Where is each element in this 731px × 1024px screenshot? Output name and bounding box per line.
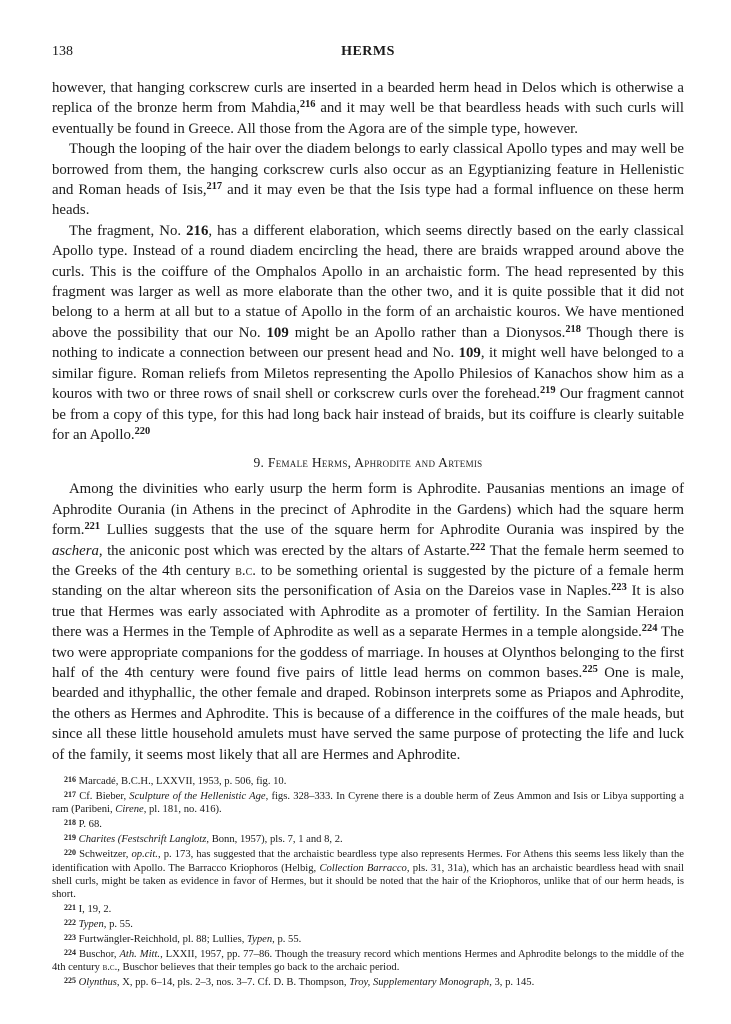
footnote-text: Cf. Bieber, — [79, 791, 130, 803]
footnote-italic: Troy, Supplementary Monograph — [349, 977, 490, 989]
text-run: That the female herm seemed to the Greeks of the 4th century — [52, 542, 684, 579]
footnote-italic: Sculpture of the Hellenistic Age — [129, 791, 266, 803]
italic-term: aschera — [52, 542, 99, 559]
footnote — [52, 916, 684, 931]
text-run: and it may even be that the Isis type had a formal influence on these herm heads. — [52, 182, 684, 219]
footnote-text: , p. 55. — [103, 918, 133, 930]
footnote-ref[interactable]: 222 — [469, 541, 486, 553]
footnote-number: 217 — [64, 790, 76, 800]
footnote-italic: Typen — [78, 918, 104, 930]
paragraph — [52, 221, 684, 445]
footnote-ref[interactable]: 225 — [582, 663, 598, 675]
footnote-number: 219 — [64, 833, 76, 843]
footnote-number: 224 — [64, 948, 76, 958]
paragraph — [52, 479, 684, 765]
footnote-text: Schweitzer, — [79, 849, 132, 861]
footnote-text: , p. 173, has suggested that the archaistic beardless type also represents Hermes. For Athens this seems less likely than the identification with Apollo. The Barracco Kriophoros (Helbig, — [52, 849, 684, 874]
era-abbrev: b.c. — [102, 962, 118, 974]
page-header — [52, 44, 684, 66]
footnote-italic: Cirene — [115, 804, 144, 816]
footnote — [52, 974, 684, 989]
footnote-italic: op.cit. — [131, 849, 158, 861]
footnote-ref[interactable]: 219 — [539, 385, 556, 397]
footnote-text: Buschor, — [78, 949, 120, 961]
section-heading: 9. Female Herms, Aphrodite and Artemis — [253, 455, 483, 471]
text-run: , the aniconic post which was erected by the altars of Astarte. — [98, 542, 470, 559]
running-title: HERMS — [341, 44, 395, 59]
footnote-ref[interactable]: 221 — [84, 521, 101, 533]
footnote-italic: Olynthus — [78, 977, 117, 989]
text-run: might be an Apollo rather than a Dionysos. — [288, 324, 566, 341]
text-run: Though the looping of the hair over the diadem belongs to early classical Apollo types and may well be borrowed from them, the hanging corkscrew curls also occur as an Egyptianizing feature in Hellenistic and Roman heads of Isis, — [52, 141, 684, 199]
footnote — [52, 831, 684, 846]
footnote-number: 222 — [64, 917, 76, 927]
footnote — [52, 773, 684, 788]
footnote-italic: Ath. Mitt. — [119, 949, 161, 961]
era-abbrev: b.c. — [235, 562, 256, 579]
footnote-ref[interactable]: 216 — [299, 99, 316, 111]
footnote-text: , LXXII, 1957, pp. 77–86. Though the treasury record which mentions Hermes and Aphrodite belongs to the middle of the 4th century — [52, 949, 684, 974]
footnote-number: 223 — [64, 933, 76, 943]
footnote-ref[interactable]: 220 — [134, 425, 151, 437]
footnote-ref[interactable]: 218 — [565, 323, 581, 335]
footnote — [52, 946, 684, 974]
footnote-text: Furtwängler-Reichhold, pl. 88; Lullies, — [78, 934, 248, 946]
footnote-italic: Typen — [247, 934, 273, 946]
footnotes — [52, 773, 684, 989]
footnote-text: , pl. 181, no. 416). — [143, 804, 222, 816]
footnote-ref[interactable]: 217 — [206, 181, 223, 193]
footnote-text: Marcadé, B.C.H., LXXVII, 1953, p. 506, fig. 10. — [78, 776, 287, 787]
text-run: It is also true that Hermes was early associated with Aphrodite as a promoter of fertility. In the Samian Heraion there was a Hermes in the Temple of Aphrodite as well as a separate Hermes in a temple alongside. — [52, 583, 684, 641]
text-run: The two were appropriate companions for the goddess of marriage. In houses at Olynthos belonging to the first half of the 4th century were found five pairs of little lead herms on common bases. — [52, 624, 685, 681]
footnote-italic: Charites (Festschrift Langlotz — [78, 834, 207, 846]
text-run: The fragment, No. — [69, 222, 187, 239]
footnote-text: , p. 55. — [272, 934, 302, 946]
footnote-number: 220 — [64, 848, 76, 858]
footnote-text: , Buschor believes that their temples go back to the archaic period. — [117, 962, 400, 974]
text-run: , it might well have belonged to a similar figure. Roman reliefs from Miletos representing the Apollo Philesios of Kanachos show him as a kouros with two or three rows of snail shell or corkscrew curls over the forehead. — [52, 345, 684, 403]
footnote-text: , pls. 31, 31a), which has an archaistic beardless head with snail shell curls, might be taken as evidence in favor of Hermes, but it should be noted that the hair of the Kriophoros, unlike that of our herm heads, is short. — [52, 862, 685, 900]
footnote-text: , 3, p. 145. — [489, 977, 535, 989]
footnote-text: , X, pp. 6–14, pls. 2–3, nos. 3–7. Cf. D. B. Thompson, — [116, 977, 350, 989]
text-run: and it may well be that beardless heads with such curls will eventually be found in Greece. All those from the Agora are of the simple type, however. — [52, 100, 684, 137]
catalog-number: 109 — [458, 345, 481, 362]
catalog-number: 216 — [186, 222, 209, 239]
footnote — [52, 901, 684, 916]
footnote — [52, 816, 684, 831]
text-run: to be something oriental is suggested by the picture of a female herm standing on the altar whereon sits the personification of Asia on the Dareios vase in Naples. — [52, 562, 684, 600]
text-run: Lullies suggests that the use of the square herm for Aphrodite Ourania was inspired by the — [100, 522, 684, 539]
text-run: Our fragment cannot be from a copy of this type, for this had long back hair instead of braids, but its coiffure is clearly suitable for an Apollo. — [52, 386, 684, 443]
footnote — [52, 931, 684, 946]
footnote-ref[interactable]: 223 — [611, 582, 627, 594]
text-run: , has a different elaboration, which seems directly based on the early classical Apollo type. Instead of a round diadem encircling the head, there are braids wrapped around above the curls. This is the coiffure of the Omphalos Apollo in an archaistic form. The head represented by this fragment was larger as well as more elaborate than the other two, and it is quite possible that it did not belong to a herm at all but to a statue of Apollo in the form of an archaistic kouros. We have mentioned above the possibility that our No. — [52, 222, 684, 341]
catalog-number: 109 — [266, 324, 289, 341]
text-run: One is male, bearded and ithyphallic, the other female and draped. Robinson interprets some as Priapos and Aphrodite, the others as Hermes and Aphrodite. This is because of a difference in the coiffures of the male heads, but since all these little household amulets must have served the same purpose of protecting the life and luck of the family, it seems most likely that all are Hermes and Aphrodite. — [52, 664, 685, 763]
text-run: Among the divinities who early usurp the herm form is Aphrodite. Pausanias mentions an image of Aphrodite Ourania (in Athens in the precinct of Aphrodite in the Gardens) which had the square herm form. — [52, 481, 684, 539]
footnote-text: P. 68. — [78, 819, 102, 831]
footnote-text: I, 19, 2. — [78, 903, 112, 915]
text-run: Though there is nothing to indicate a connection between our present head and No. — [52, 324, 684, 362]
footnote-number: 225 — [64, 976, 76, 986]
document-page — [52, 44, 684, 989]
footnote-number: 218 — [64, 818, 76, 828]
body-text — [52, 78, 684, 765]
footnote-number: 221 — [64, 902, 76, 912]
footnote — [52, 846, 684, 900]
footnote-text: , figs. 328–333. In Cyrene there is a double herm of Zeus Ammon and Isis or Libya supporting a ram (Paribeni, — [52, 791, 685, 816]
paragraph — [52, 78, 684, 139]
page-number: 138 — [52, 44, 73, 59]
footnote — [52, 788, 684, 816]
footnote-text: , Bonn, 1957), pls. 7, 1 and 8, 2. — [206, 834, 343, 846]
footnote-ref[interactable]: 224 — [641, 623, 658, 635]
text-run: however, that hanging corkscrew curls are inserted in a bearded herm head in Delos which is otherwise a replica of the bronze herm from Mahdia, — [52, 80, 684, 117]
footnote-italic: Collection Barracco — [319, 862, 407, 874]
paragraph — [52, 139, 684, 221]
footnote-number: 216 — [64, 775, 76, 784]
